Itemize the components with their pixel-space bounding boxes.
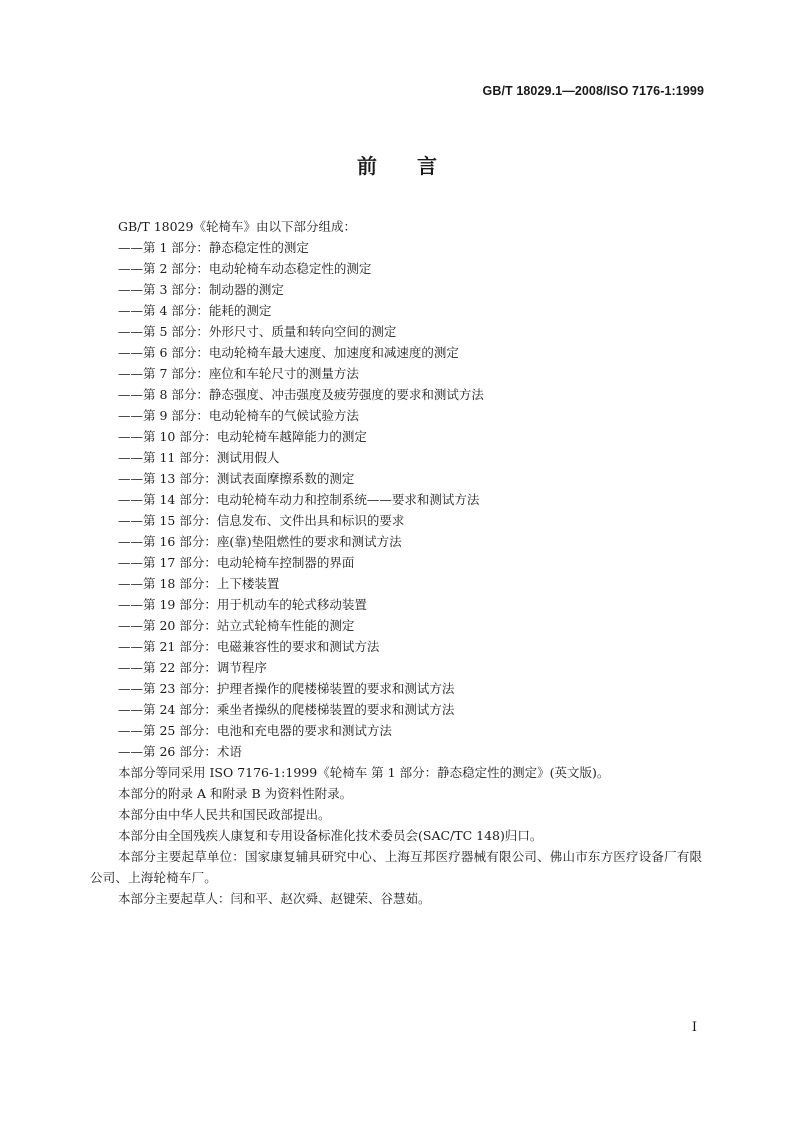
list-item: ——第 16 部分：座(靠)垫阻燃性的要求和测试方法 <box>118 534 402 549</box>
list-item: ——第 11 部分：测试用假人 <box>118 450 280 465</box>
list-item: ——第 1 部分：静态稳定性的测定 <box>118 240 309 255</box>
list-item: ——第 7 部分：座位和车轮尺寸的测量方法 <box>118 366 359 381</box>
list-item: ——第 22 部分：调节程序 <box>118 660 267 675</box>
list-item: ——第 5 部分：外形尺寸、质量和转向空间的测定 <box>118 324 397 339</box>
page-title: 前言 <box>357 154 477 178</box>
list-item: ——第 24 部分：乘坐者操纵的爬楼梯装置的要求和测试方法 <box>118 702 455 717</box>
list-item: ——第 8 部分：静态强度、冲击强度及疲劳强度的要求和测试方法 <box>118 387 484 402</box>
list-item: ——第 26 部分：术语 <box>118 744 242 759</box>
list-item: ——第 17 部分：电动轮椅车控制器的界面 <box>118 555 355 570</box>
document-body <box>90 216 710 909</box>
list-item: ——第 9 部分：电动轮椅车的气候试验方法 <box>118 408 359 423</box>
parts-list <box>90 237 710 762</box>
intro-line: GB/T 18029《轮椅车》由以下部分组成： <box>118 219 356 234</box>
list-item: ——第 2 部分：电动轮椅车动态稳定性的测定 <box>118 261 372 276</box>
centralized-statement: 本部分由全国残疾人康复和专用设备标准化技术委员会(SAC/TC 148)归口。 <box>118 828 543 843</box>
annex-statement: 本部分的附录 A 和附录 B 为资料性附录。 <box>118 786 353 801</box>
list-item: ——第 6 部分：电动轮椅车最大速度、加速度和减速度的测定 <box>118 345 459 360</box>
list-item: ——第 19 部分：用于机动车的轮式移动装置 <box>118 597 367 612</box>
list-item: ——第 23 部分：护理者操作的爬楼梯装置的要求和测试方法 <box>118 681 455 696</box>
list-item: ——第 13 部分：测试表面摩擦系数的测定 <box>118 471 355 486</box>
standard-code-header: GB/T 18029.1—2008/ISO 7176-1:1999 <box>482 84 704 98</box>
list-item: ——第 20 部分：站立式轮椅车性能的测定 <box>118 618 355 633</box>
proposer-statement: 本部分由中华人民共和国民政部提出。 <box>118 807 331 822</box>
list-item: ——第 25 部分：电池和充电器的要求和测试方法 <box>118 723 392 738</box>
list-item: ——第 10 部分：电动轮椅车越障能力的测定 <box>118 429 367 444</box>
list-item: ——第 14 部分：电动轮椅车动力和控制系统——要求和测试方法 <box>118 492 480 507</box>
drafters-statement: 本部分主要起草人：闫和平、赵次舜、赵键荣、谷慧茹。 <box>118 891 431 906</box>
list-item: ——第 15 部分：信息发布、文件出具和标识的要求 <box>118 513 405 528</box>
list-item: ——第 3 部分：制动器的测定 <box>118 282 284 297</box>
drafting-units-statement: 本部分主要起草单位：国家康复辅具研究中心、上海互邦医疗器械有限公司、佛山市东方医疗设备厂有限公司、上海轮椅车厂。 <box>90 849 703 885</box>
list-item: ——第 4 部分：能耗的测定 <box>118 303 272 318</box>
equivalence-statement: 本部分等同采用 ISO 7176-1:1999《轮椅车 第 1 部分：静态稳定性的测定》(英文版)。 <box>118 765 610 780</box>
page-number: I <box>691 1020 697 1035</box>
list-item: ——第 18 部分：上下楼装置 <box>118 576 280 591</box>
list-item: ——第 21 部分：电磁兼容性的要求和测试方法 <box>118 639 380 654</box>
